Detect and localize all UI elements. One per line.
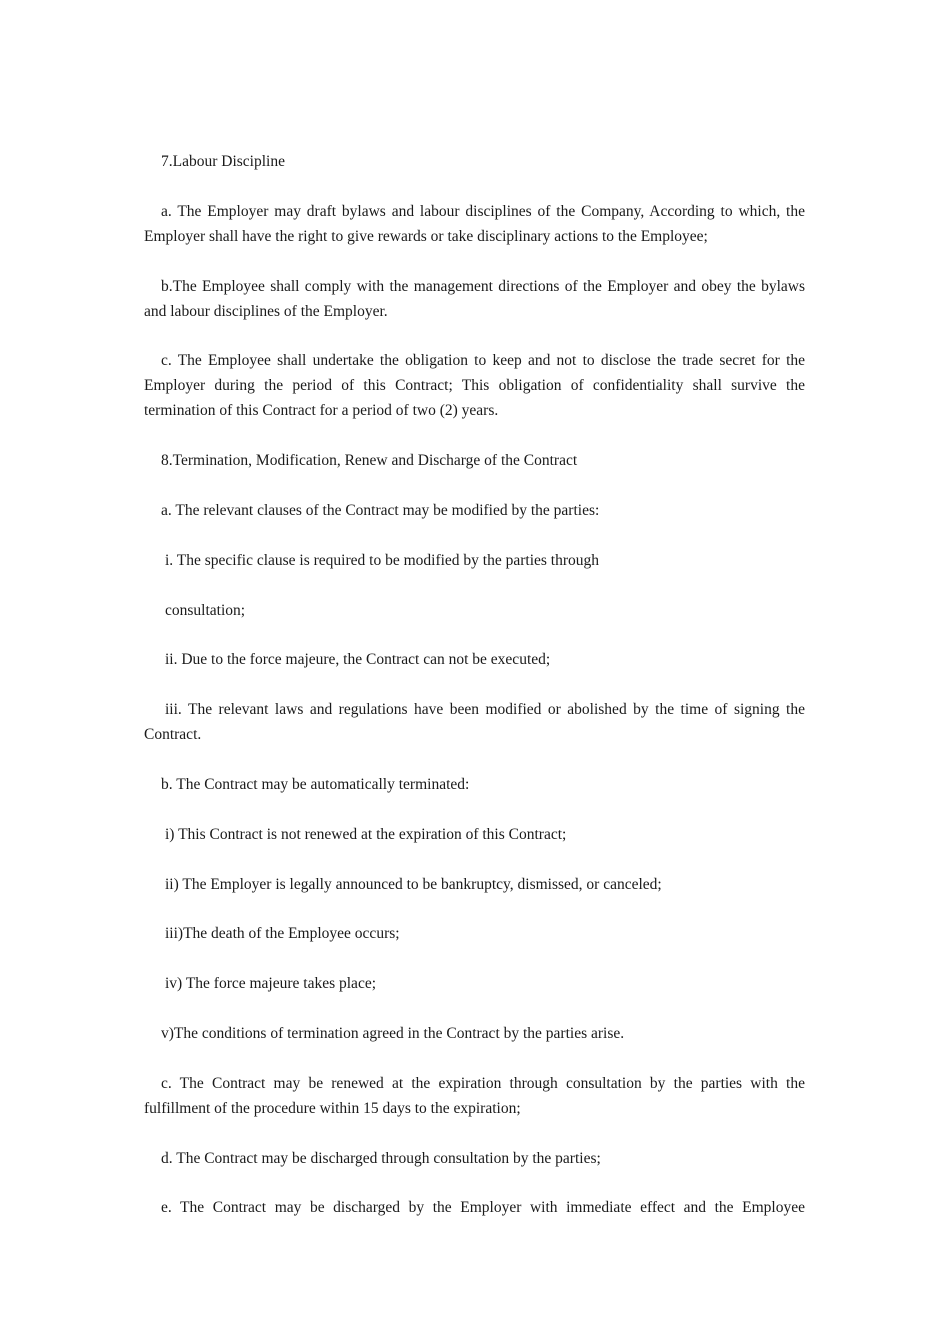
clause-8b-ii: ii) The Employer is legally announced to be bankruptcy, dismissed, or canceled; [165, 875, 662, 893]
clause-8c: c. The Contract may be renewed at the expiration through consultation by the parties with the fulfillment of the procedure within 15 days to the expiration; [144, 1074, 805, 1117]
clause-8a-i-continued: consultation; [165, 601, 246, 619]
clause-8b-iii: iii)The death of the Employee occurs; [165, 925, 400, 943]
clause-8a-i: i. The specific clause is required to be modified by the parties through [165, 551, 600, 569]
section-heading-labour-discipline: 7.Labour Discipline [161, 153, 285, 170]
clause-8b: b. The Contract may be automatically terminated: [161, 775, 470, 793]
clause-8b-i: i) This Contract is not renewed at the expiration of this Contract; [165, 825, 567, 843]
clause-8b-iv: iv) The force majeure takes place; [165, 975, 377, 993]
clause-8b-v: v)The conditions of termination agreed in the Contract by the parties arise. [161, 1024, 625, 1042]
clause-8a: a. The relevant clauses of the Contract may be modified by the parties: [161, 501, 600, 519]
clause-8a-ii: ii. Due to the force majeure, the Contract can not be executed; [165, 651, 551, 669]
clause-8a-iii: iii. The relevant laws and regulations have been modified or abolished by the time of signing the Contract. [144, 701, 805, 744]
clause-8e: e. The Contract may be discharged by the Employer with immediate effect and the Employee [161, 1199, 805, 1217]
clause-7c: c. The Employee shall undertake the obligation to keep and not to disclose the trade secret for the Employer during the period of this Contract; This obligation of confidentiality shall survive the termination of this Contract for a period of two (2) years. [144, 352, 805, 420]
document-body [144, 149, 805, 1220]
section-heading-termination: 8.Termination, Modification, Renew and Discharge of the Contract [161, 452, 578, 470]
clause-7a: a. The Employer may draft bylaws and labour disciplines of the Company, According to which, the Employer shall have the right to give rewards or take disciplinary actions to the Employee; [144, 202, 805, 245]
clause-7b: b.The Employee shall comply with the management directions of the Employer and obey the bylaws and labour disciplines of the Employer. [144, 277, 805, 320]
clause-8d: d. The Contract may be discharged through consultation by the parties; [161, 1149, 601, 1167]
